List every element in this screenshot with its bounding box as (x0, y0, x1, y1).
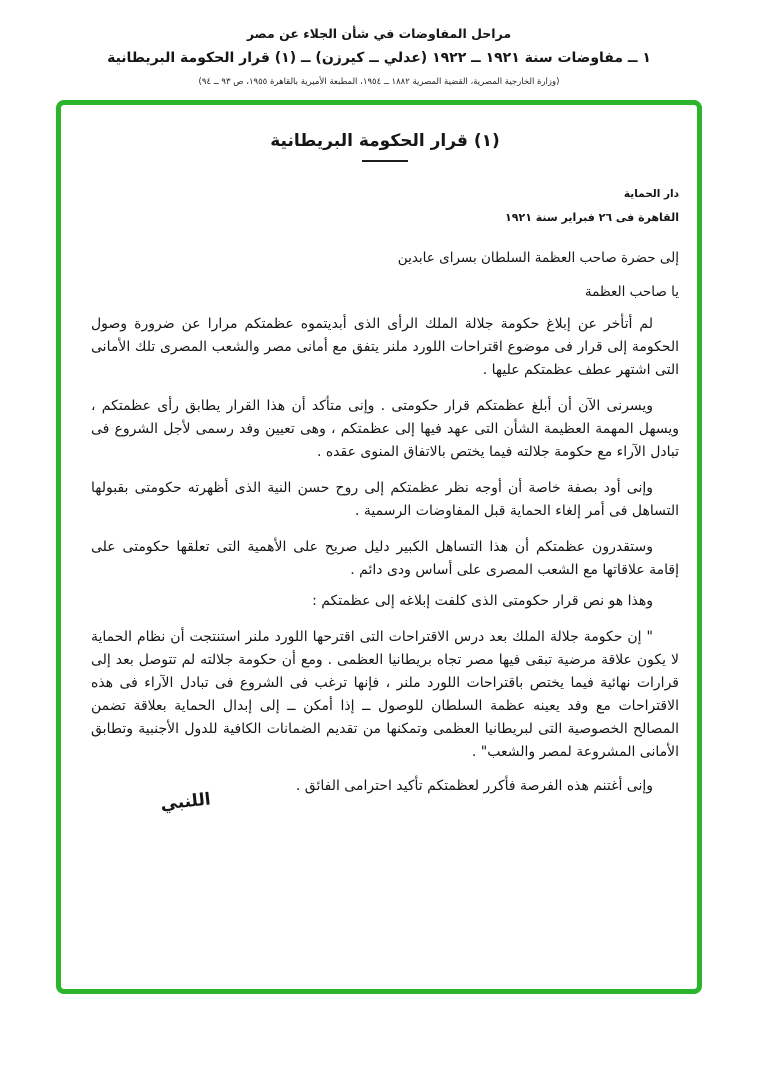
salutation-line: يا صاحب العظمة (584, 284, 679, 300)
closing-line: وإنى أغتنم هذه الفرصة فأكرر لعظمتكم تأكيد احترامى الفائق . (295, 778, 653, 795)
paragraph: وإنى أود بصفة خاصة أن أوجه نظر عظمتكم إلى روح حسن النية الذى أظهرته حكومتى بقبولها التساهل فى أمر إلغاء الحماية قبل المفاوضات الرسمية . (91, 479, 679, 519)
addressee-line: إلى حضرة صاحب العظمة السلطان بسراى عابدين (397, 250, 679, 266)
paragraph: ويسرنى الآن أن أبلغ عظمتكم قرار حكومتى . وإنى متأكد أن هذا القرار يطابق رأى عظمتكم ، ويسهل المهمة العظيمة الشأن التى عهد فيها إلى عظمتكم ، وهى تعيين وفد رسمى لأجل الشروع فى تبادل الآراء مع حكومة جلالته فيما يختص بالاتفاق المنوى عقده . (91, 397, 679, 460)
header-series-title: مراحل المفاوضات في شأن الجلاء عن مصر (246, 26, 512, 41)
place-line: دار الحماية (623, 188, 679, 200)
title-rule (362, 160, 408, 162)
highlight-box (56, 100, 702, 994)
quoted-decision-paragraph: " إن حكومة جلالة الملك بعد درس الاقتراحات التى اقترحها اللورد ملنر استنتجت أن نظام الحماية لا يكون علاقة مرضية تبقى فيها مصر تجاه بريطانيا العظمى . ومع أن حكومة جلالته لم تتوصل بعد إلى قرارات نهائية فيما يختص باقتراحات اللورد ملنر ، فإنها ترغب فى الشروع فى تبادل الآراء فى هذه الاقتراحات مع وفد يعينه عظمة السلطان للوصول ــ إذا أمكن ــ إلى إبدال الحماية بعلاقة تضمن المصالح الخصوصية التى لبريطانيا العظمى وتمكنها من تقديم الضمانات الكافية للدول الأجنبية وتطابق الأمانى المشروعة لمصر والشعب" . (91, 629, 679, 761)
paragraph: وهذا هو نص قرار حكومتى الذى كلفت إبلاغه إلى عظمتكم : (312, 592, 653, 609)
letter-title-block (91, 131, 679, 162)
paragraph: لم أتأخر عن إبلاغ حكومة جلالة الملك الرأى الذى أبديتموه عظمتكم مرارا عن ضرورة وصول الحكومة إلى قرار فى موضوع اقتراحات اللورد ملنر يتفق مع أمانى مصر والشعب المصرى تلك الأمانى التى اشتهر عطف عظمتكم عليها . (91, 316, 679, 378)
letter-body (61, 105, 697, 822)
signature: اللنبي (159, 789, 212, 815)
header-section-title: ١ ــ مفاوضات سنة ١٩٢١ ــ ١٩٢٢ (عدلي ــ كيرزن) ــ (١) قرار الحكومة البريطانية (107, 50, 651, 66)
date-line: القاهرة فى ٢٦ فبراير سنة ١٩٢١ (505, 211, 679, 224)
document-header (0, 0, 758, 87)
header-source-citation: (وزارة الخارجية المصرية، القضية المصرية ١٨٨٢ ــ ١٩٥٤، المطبعة الأميرية بالقاهرة ١٩٥٥، ص ٩٣ ــ ٩٤) (198, 77, 560, 87)
paragraph: وستقدرون عظمتكم أن هذا التساهل الكبير دليل صريح على الأهمية التى تعلقها حكومتى على إقامة علاقاتها مع الشعب المصرى على أساس ودى دائم . (91, 538, 679, 578)
letter-title: (١) قرار الحكومة البريطانية (270, 131, 500, 151)
